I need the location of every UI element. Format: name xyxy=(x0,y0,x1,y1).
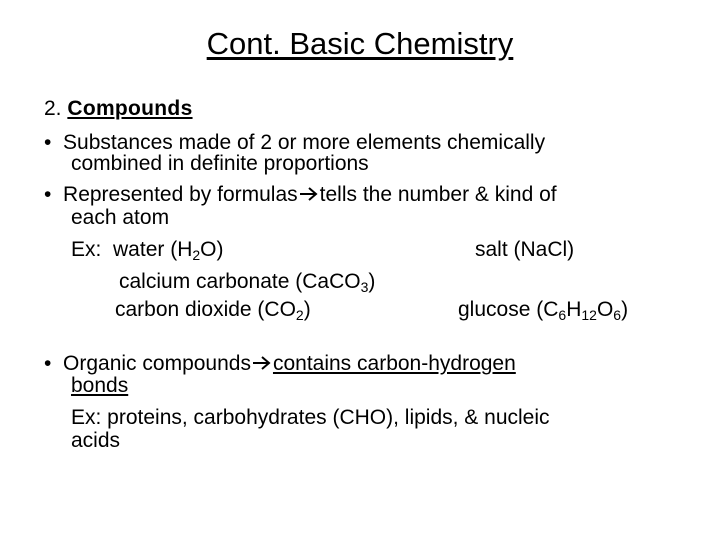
slide-title xyxy=(0,26,720,62)
example-water xyxy=(71,237,224,262)
section-number: 2. xyxy=(44,97,62,120)
bullet-marker: • xyxy=(44,352,52,375)
glucose-formula-post: ) xyxy=(621,298,629,321)
section-heading xyxy=(44,96,193,121)
bullet-2-line-2: each atom xyxy=(71,206,170,229)
bullet-3-underlined-text-2: bonds xyxy=(71,374,129,397)
bullet-2-text-before: Represented by formulas xyxy=(63,183,298,206)
water-formula-post: O) xyxy=(200,238,224,261)
bullet-2-text-after: tells the number & kind of xyxy=(319,183,557,206)
bullet-3-line-2 xyxy=(71,373,128,398)
bullet-3-text-before: Organic compounds xyxy=(63,352,251,375)
bullet-marker: • xyxy=(44,131,52,154)
example-salt: salt (NaCl) xyxy=(475,238,575,261)
caco3-formula-pre: calcium carbonate (CaCO xyxy=(119,270,361,293)
right-arrow-icon xyxy=(299,186,318,202)
bullet-3-example-line-2: acids xyxy=(71,429,121,452)
example-carbon-dioxide xyxy=(115,297,311,322)
glucose-o: O xyxy=(596,298,614,321)
caco3-subscript: 3 xyxy=(360,279,369,295)
co2-formula-post: ) xyxy=(303,298,311,321)
caco3-formula-post: ) xyxy=(368,270,376,293)
water-subscript: 2 xyxy=(192,247,201,263)
bullet-3-example-line-1: Ex: proteins, carbohydrates (CHO), lipids, & nucleic xyxy=(71,406,550,429)
glucose-c-subscript: 6 xyxy=(558,307,567,323)
section-title: Compounds xyxy=(67,97,193,120)
bullet-marker: • xyxy=(44,183,52,206)
right-arrow-icon xyxy=(252,355,271,371)
glucose-h: H xyxy=(566,298,582,321)
bullet-3-underlined-text: contains carbon-hydrogen xyxy=(272,352,516,375)
slide-title-text: Cont. Basic Chemistry xyxy=(206,26,514,61)
bullet-2 xyxy=(44,182,557,207)
glucose-o-subscript: 6 xyxy=(613,307,622,323)
co2-subscript: 2 xyxy=(295,307,304,323)
example-glucose xyxy=(458,297,628,322)
glucose-h-subscript: 12 xyxy=(581,307,597,323)
co2-formula-pre: carbon dioxide (CO xyxy=(115,298,296,321)
example-label: Ex: xyxy=(71,238,102,261)
bullet-1-line-2: combined in definite proportions xyxy=(71,152,369,175)
example-calcium-carbonate xyxy=(119,269,375,294)
water-formula-pre: water (H xyxy=(113,238,193,261)
glucose-formula-pre: glucose (C xyxy=(458,298,559,321)
bullet-1-line-1: Substances made of 2 or more elements chemically xyxy=(63,131,546,154)
